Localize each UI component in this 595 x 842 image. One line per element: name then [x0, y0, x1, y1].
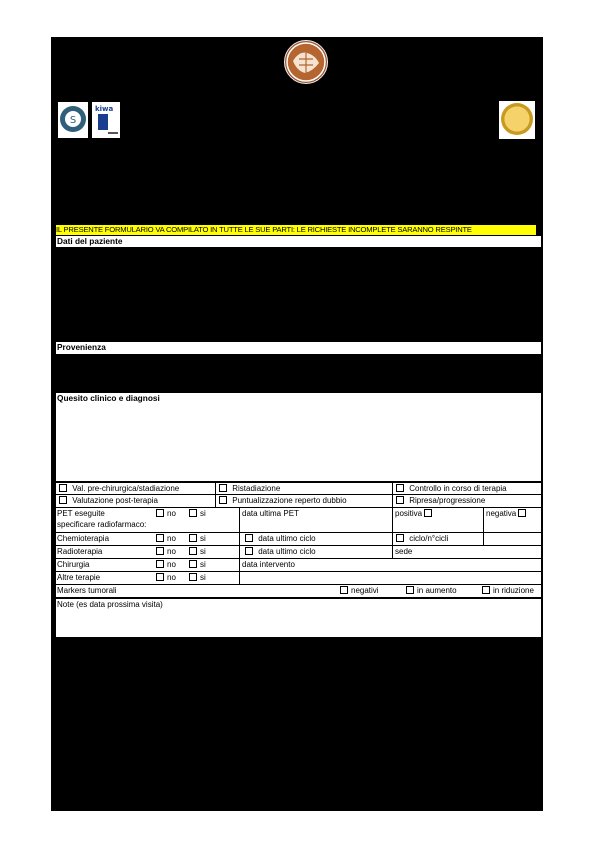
- chemo-cycles[interactable]: ciclo/n°cicli: [396, 533, 448, 545]
- checkbox-icon[interactable]: [219, 496, 227, 504]
- other-row: [56, 572, 541, 585]
- checkbox-icon[interactable]: [189, 573, 197, 581]
- section-patient-data: Dati del paziente: [56, 236, 541, 247]
- exam-purpose-row-2: [56, 495, 541, 508]
- checkbox-icon[interactable]: [59, 484, 67, 492]
- chemo-label: Chemioterapia: [57, 534, 110, 543]
- check-post-terapia[interactable]: Valutazione post-terapia: [59, 495, 158, 507]
- notes-label: Note (es data prossima visita): [57, 600, 163, 609]
- chemo-si[interactable]: si: [189, 533, 206, 545]
- checkbox-icon[interactable]: [219, 484, 227, 492]
- exam-purpose-row-1: [56, 482, 541, 495]
- checkbox-icon[interactable]: [245, 547, 253, 555]
- checkbox-icon[interactable]: [189, 509, 197, 517]
- pet-date-label: data ultima PET: [242, 509, 299, 518]
- pet-si[interactable]: si: [189, 508, 206, 532]
- check-controllo-terapia[interactable]: Controllo in corso di terapia: [396, 483, 507, 494]
- surgery-date: data intervento: [242, 560, 295, 569]
- radio-site: sede: [395, 547, 413, 556]
- markers-row: [56, 585, 541, 598]
- radio-si[interactable]: si: [189, 546, 206, 558]
- checkbox-icon[interactable]: [396, 496, 404, 504]
- checkbox-icon[interactable]: [245, 534, 253, 542]
- checkbox-icon[interactable]: [189, 547, 197, 555]
- checkbox-icon[interactable]: [156, 534, 164, 542]
- chemo-row: [56, 533, 541, 546]
- form-page: [51, 37, 543, 811]
- checkbox-icon[interactable]: [156, 573, 164, 581]
- radio-date[interactable]: data ultimo ciclo: [245, 546, 316, 558]
- check-ripresa[interactable]: Ripresa/progressione: [396, 495, 485, 507]
- pet-positive[interactable]: positiva: [395, 508, 435, 532]
- svg-text:kiwa: kiwa: [95, 105, 114, 113]
- accreditation-seal: [499, 101, 535, 139]
- svg-text:S: S: [69, 115, 77, 126]
- checkbox-icon[interactable]: [396, 484, 404, 492]
- chemo-date[interactable]: data ultimo ciclo: [245, 533, 316, 545]
- pet-no[interactable]: no: [156, 508, 176, 532]
- checkbox-icon[interactable]: [482, 586, 490, 594]
- hospital-logo: [284, 40, 328, 84]
- surgery-label: Chirurgia: [57, 560, 90, 569]
- surgery-no[interactable]: no: [156, 559, 176, 571]
- checkbox-icon[interactable]: [189, 560, 197, 568]
- markers-negative[interactable]: negativi: [340, 585, 379, 597]
- radio-row: [56, 546, 541, 559]
- therapy-table: [56, 482, 541, 598]
- pet-negative[interactable]: negativa: [486, 508, 529, 532]
- clinical-question-box[interactable]: [56, 393, 541, 481]
- pet-label: PET eseguite specificare radiofarmaco:: [57, 509, 147, 529]
- pet-row: [56, 508, 541, 533]
- certification-logo: [58, 102, 88, 138]
- radio-no[interactable]: no: [156, 546, 176, 558]
- notice-banner: IL PRESENTE FORMULARIO VA COMPILATO IN TUTTE LE SUE PARTI: LE RICHIESTE INCOMPLETE SARANNO RESPINTE: [56, 225, 536, 235]
- section-origin: Provenienza: [56, 342, 541, 354]
- clinical-question-label: Quesito clinico e diagnosi: [57, 393, 160, 403]
- checkbox-icon[interactable]: [518, 509, 526, 517]
- surgery-si[interactable]: si: [189, 559, 206, 571]
- chemo-no[interactable]: no: [156, 533, 176, 545]
- radio-label: Radioterapia: [57, 547, 103, 556]
- checkbox-icon[interactable]: [406, 586, 414, 594]
- surgery-row: [56, 559, 541, 572]
- other-label: Altre terapie: [57, 573, 101, 582]
- kiwa-logo: [92, 102, 120, 138]
- checkbox-icon[interactable]: [340, 586, 348, 594]
- check-prechirurgica[interactable]: Val. pre-chirurgica/stadiazione: [59, 483, 179, 494]
- checkbox-icon[interactable]: [156, 509, 164, 517]
- check-ristadiazione[interactable]: Ristadiazione: [219, 483, 280, 494]
- markers-decrease[interactable]: in riduzione: [482, 585, 534, 597]
- checkbox-icon[interactable]: [156, 547, 164, 555]
- check-reperto-dubbio[interactable]: Puntualizzazione reperto dubbio: [219, 495, 347, 507]
- checkbox-icon[interactable]: [59, 496, 67, 504]
- other-si[interactable]: si: [189, 572, 206, 584]
- markers-increase[interactable]: in aumento: [406, 585, 457, 597]
- checkbox-icon[interactable]: [424, 509, 432, 517]
- other-no[interactable]: no: [156, 572, 176, 584]
- checkbox-icon[interactable]: [156, 560, 164, 568]
- checkbox-icon[interactable]: [396, 534, 404, 542]
- notes-box[interactable]: [56, 599, 541, 637]
- checkbox-icon[interactable]: [189, 534, 197, 542]
- markers-label: Markers tumorali: [57, 586, 117, 595]
